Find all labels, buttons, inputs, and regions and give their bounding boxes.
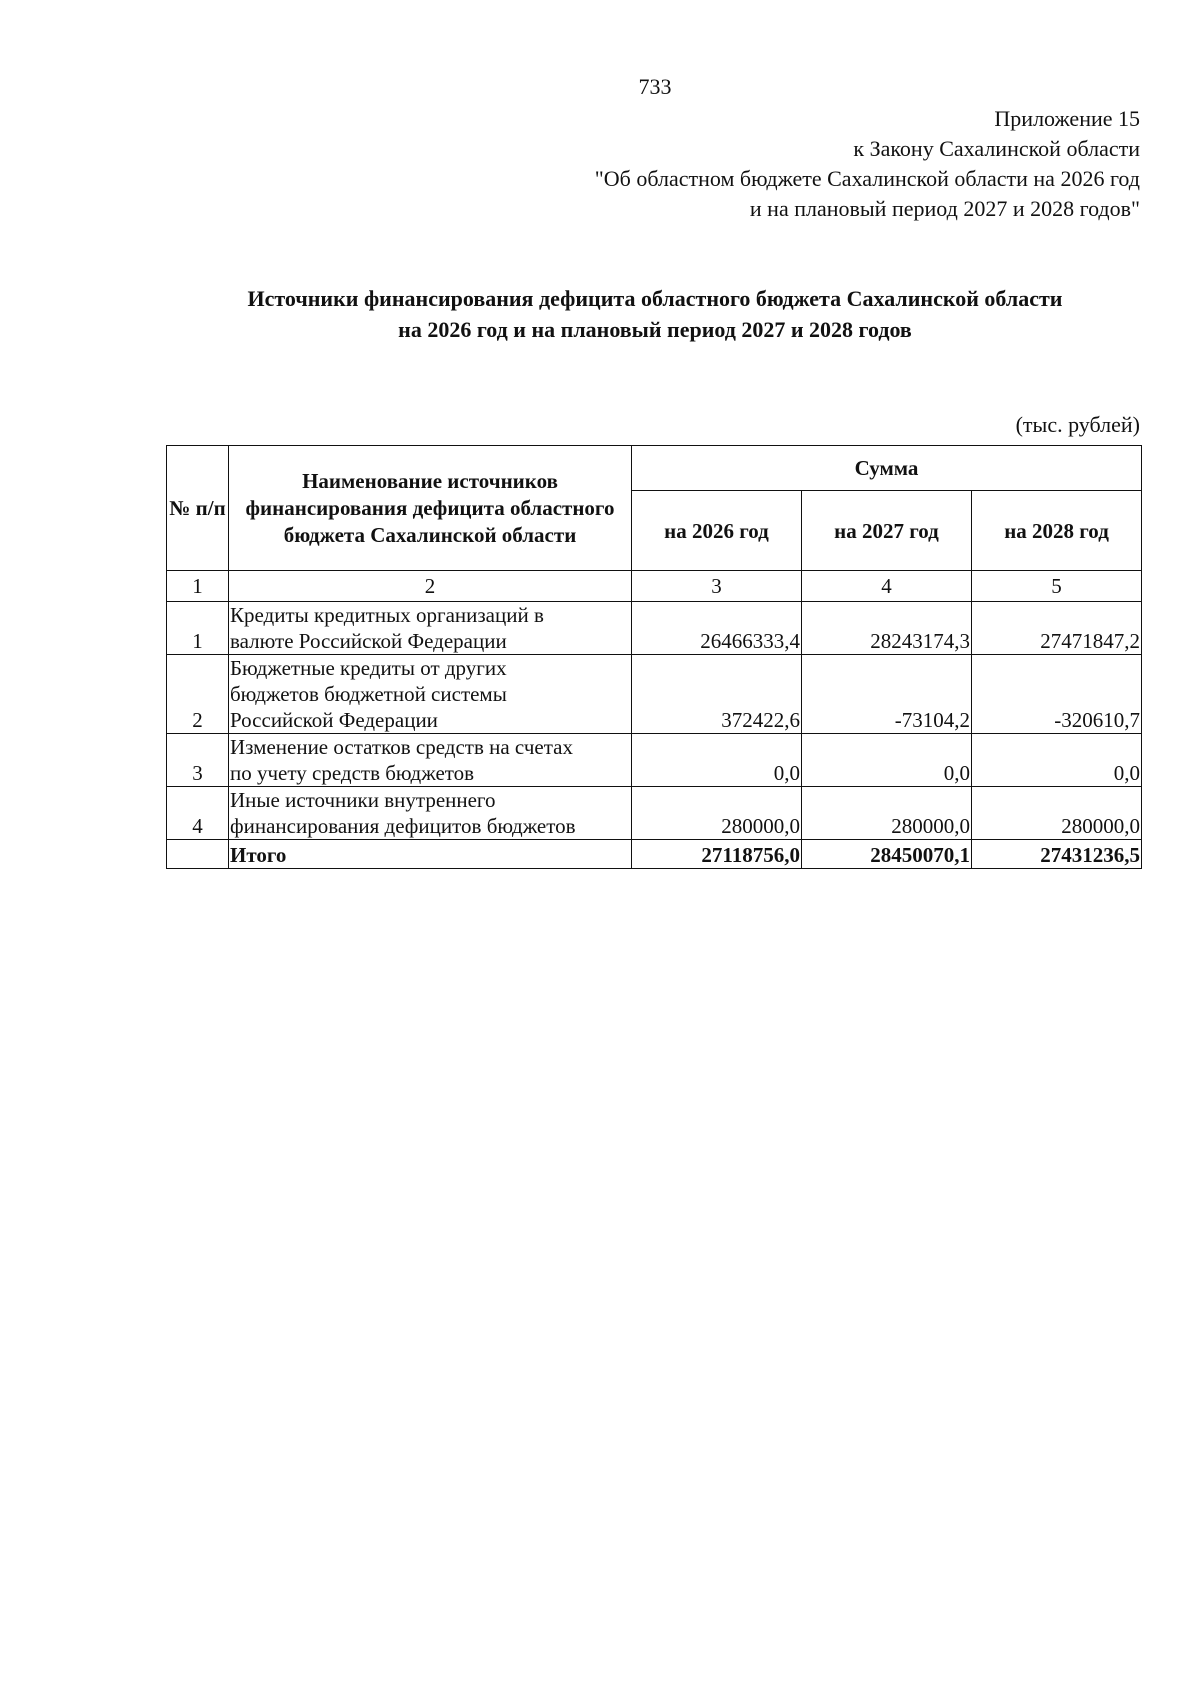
- amount-2028: -320610,7: [972, 655, 1142, 734]
- row-name: [229, 602, 632, 655]
- row-name-line: бюджетов бюджетной системы: [230, 682, 507, 706]
- amount-2027: 28243174,3: [802, 602, 972, 655]
- total-2028: 27431236,5: [972, 840, 1142, 869]
- table-row: [167, 787, 1142, 840]
- row-name-line: Изменение остатков средств на счетах: [230, 735, 573, 759]
- header-year-2027: на 2027 год: [802, 491, 972, 571]
- row-number: 1: [167, 602, 229, 655]
- table-header-row: [167, 446, 1142, 491]
- amount-2028: 27471847,2: [972, 602, 1142, 655]
- title-line: на 2026 год и на плановый период 2027 и 2028 годов: [398, 317, 912, 342]
- title-line: Источники финансирования дефицита областного бюджета Сахалинской области: [247, 286, 1063, 311]
- amount-2026: 372422,6: [632, 655, 802, 734]
- column-index: 5: [972, 571, 1142, 602]
- amount-2028: 280000,0: [972, 787, 1142, 840]
- row-name-line: финансирования дефицитов бюджетов: [230, 814, 576, 838]
- table-row: [167, 734, 1142, 787]
- header-year-2028: на 2028 год: [972, 491, 1142, 571]
- header-name: Наименование источников финансирования дефицита областного бюджета Сахалинской области: [229, 446, 632, 571]
- row-number: 3: [167, 734, 229, 787]
- page-number: 733: [638, 74, 672, 99]
- row-name-line: Российской Федерации: [230, 708, 438, 732]
- row-name-line: Бюджетные кредиты от других: [230, 656, 507, 680]
- appendix-reference: [595, 104, 1140, 224]
- total-row: [167, 840, 1142, 869]
- row-name: [229, 734, 632, 787]
- amount-2027: -73104,2: [802, 655, 972, 734]
- row-name-line: валюте Российской Федерации: [230, 629, 507, 653]
- total-number-cell: [167, 840, 229, 869]
- amount-2028: 0,0: [972, 734, 1142, 787]
- financing-sources-table: [166, 445, 1142, 869]
- appendix-line: "Об областном бюджете Сахалинской области на 2026 год: [594, 166, 1140, 191]
- total-2026: 27118756,0: [632, 840, 802, 869]
- table-row: [167, 602, 1142, 655]
- amount-2026: 26466333,4: [632, 602, 802, 655]
- column-index: 3: [632, 571, 802, 602]
- amount-2027: 280000,0: [802, 787, 972, 840]
- header-number: № п/п: [167, 446, 229, 571]
- amount-2026: 0,0: [632, 734, 802, 787]
- total-label: Итого: [229, 840, 632, 869]
- amount-2026: 280000,0: [632, 787, 802, 840]
- column-index: 1: [167, 571, 229, 602]
- units-note: (тыс. рублей): [1015, 412, 1140, 437]
- column-index-row: [167, 571, 1142, 602]
- column-index: 2: [229, 571, 632, 602]
- amount-2027: 0,0: [802, 734, 972, 787]
- appendix-line: Приложение 15: [994, 106, 1140, 131]
- appendix-line: и на плановый период 2027 и 2028 годов": [749, 196, 1140, 221]
- row-name-line: Иные источники внутреннего: [230, 788, 496, 812]
- row-name: [229, 655, 632, 734]
- row-number: 4: [167, 787, 229, 840]
- total-2027: 28450070,1: [802, 840, 972, 869]
- table-row: [167, 655, 1142, 734]
- document-title: [150, 283, 1160, 345]
- row-name-line: Кредиты кредитных организаций в: [230, 603, 544, 627]
- header-year-2026: на 2026 год: [632, 491, 802, 571]
- row-number: 2: [167, 655, 229, 734]
- appendix-line: к Закону Сахалинской области: [853, 136, 1140, 161]
- row-name-line: по учету средств бюджетов: [230, 761, 475, 785]
- header-sum: Сумма: [632, 446, 1142, 491]
- row-name: [229, 787, 632, 840]
- column-index: 4: [802, 571, 972, 602]
